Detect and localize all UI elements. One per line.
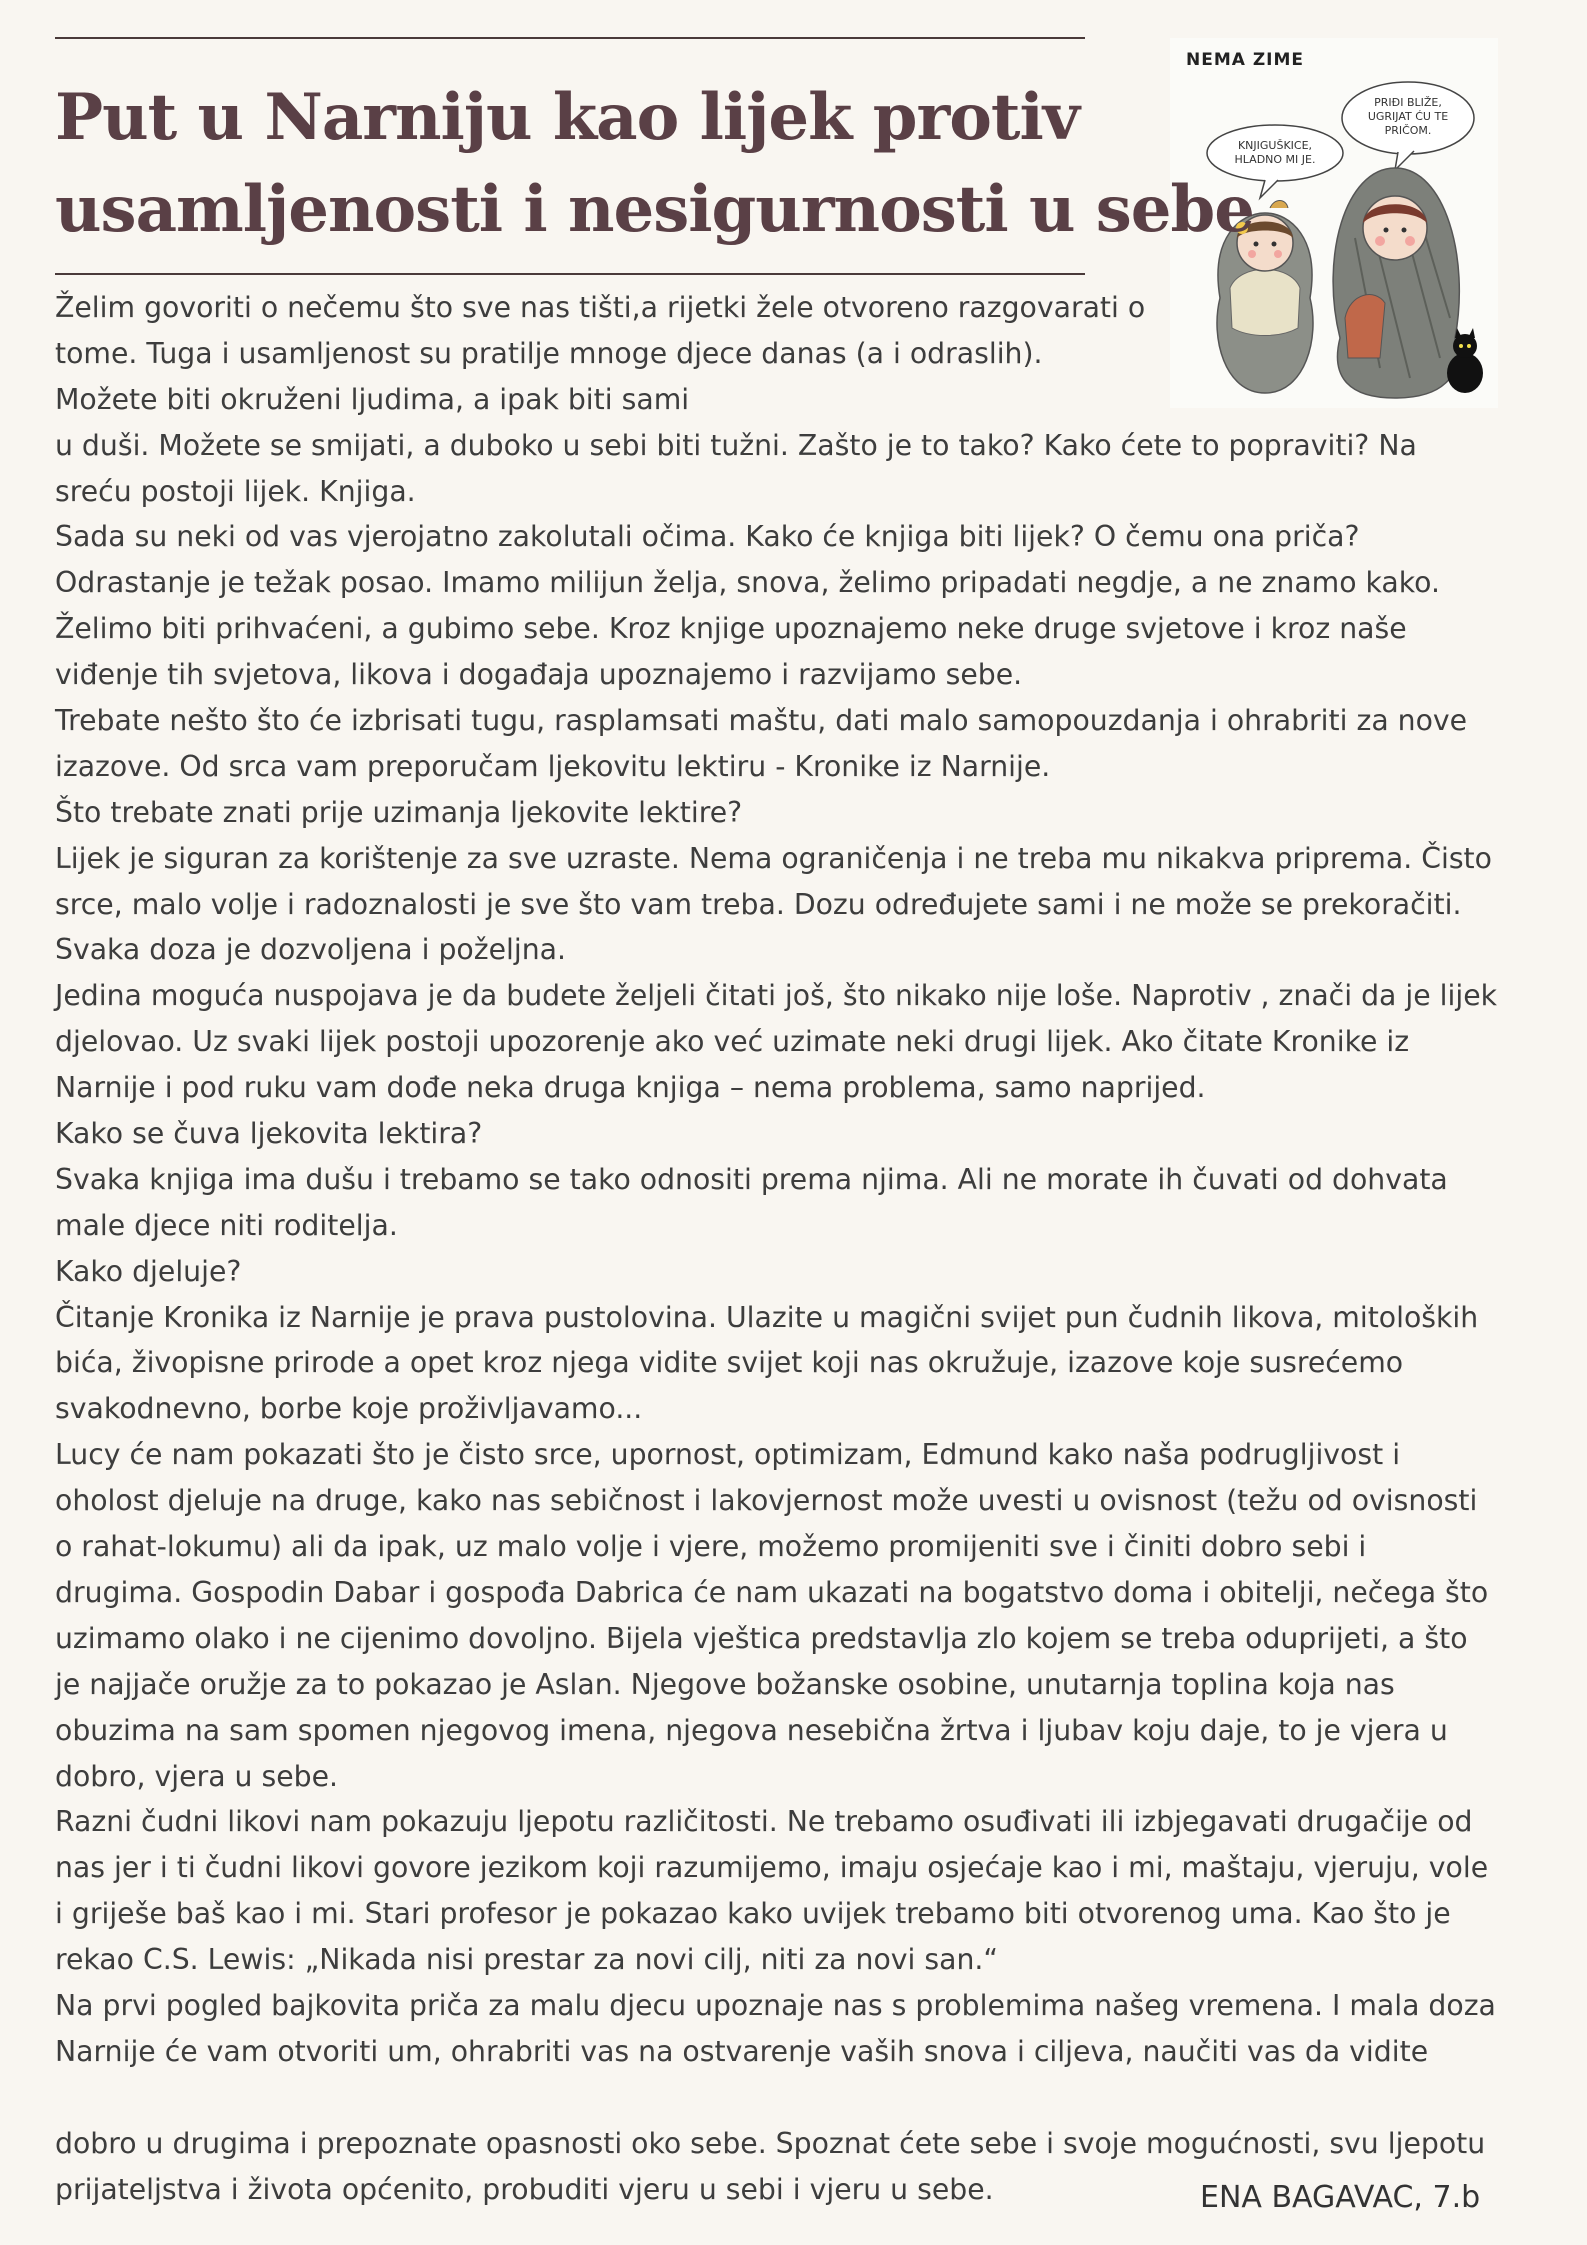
speech-bubble-right bbox=[1342, 82, 1474, 170]
body-line: Trebate nešto što će izbrisati tugu, rasplamsati maštu, dati malo samopouzdanja i ohrabriti za nove bbox=[55, 704, 1468, 738]
title-line-1: Put u Narniju kao lijek protiv bbox=[55, 80, 1079, 155]
body-line: Odrastanje je težak posao. Imamo milijun želja, snova, želimo pripadati negdje, a ne znamo kako. bbox=[55, 566, 1440, 600]
body-line: Narnije će vam otvoriti um, ohrabriti vas na ostvarenje vaših snova i ciljeva, naučiti vas da vidite bbox=[55, 2034, 1429, 2068]
body-line bbox=[55, 2075, 1505, 2121]
body-line: prijateljstva i života općenito, probuditi vjeru u sebi i vjeru u sebe. bbox=[55, 2172, 994, 2206]
article-title bbox=[55, 72, 1255, 256]
body-line: Narnije i pod ruku vam dođe neka druga knjiga – nema problema, samo naprijed. bbox=[55, 1071, 1206, 1105]
body-line: dobro u drugima i prepoznate opasnosti oko sebe. Spoznat ćete sebe i svoje mogućnosti, svu ljepotu bbox=[55, 2126, 1486, 2160]
body-line: izazove. Od srca vam preporučam ljekovitu lektiru - Kronike iz Narnije. bbox=[55, 749, 1051, 783]
body-line: obuzima na sam spomen njegovog imena, njegova nesebična žrtva i ljubav koju daje, to je vjera u bbox=[55, 1713, 1448, 1747]
body-line: Želimo biti prihvaćeni, a gubimo sebe. Kroz knjige upoznajemo neke druge svjetove i kroz naše bbox=[55, 612, 1407, 646]
bubble-left-line-2: HLADNO MI JE. bbox=[1234, 153, 1316, 166]
bubble-right-line-1: PRIĐI BLIŽE, bbox=[1374, 96, 1442, 109]
body-line: uzimamo olako i ne cijenimo dovoljno. Bijela vještica predstavlja zlo kojem se treba oduprijeti, a što bbox=[55, 1621, 1468, 1655]
body-line: Lijek je siguran za korištenje za sve uzraste. Nema ograničenja i ne treba mu nikakva priprema. Čisto bbox=[55, 841, 1492, 875]
bottom-rule bbox=[55, 273, 1085, 275]
body-line: Možete biti okruženi ljudima, a ipak biti sami bbox=[55, 382, 690, 416]
body-line: rekao C.S. Lewis: „Nikada nisi prestar za novi cilj, niti za novi san.“ bbox=[55, 1943, 999, 1977]
body-line: u duši. Možete se smijati, a duboko u sebi biti tužni. Zašto je to tako? Kako ćete to popraviti? Na bbox=[55, 428, 1417, 462]
body-line: Razni čudni likovi nam pokazuju ljepotu različitosti. Ne trebamo osuđivati ili izbjegavati drugačije od bbox=[55, 1805, 1473, 1839]
body-line: Čitanje Kronika iz Narnije je prava pustolovina. Ulazite u magični svijet pun čudnih likova, mitoloških bbox=[55, 1300, 1479, 1334]
body-line: drugima. Gospodin Dabar i gospođa Dabrica će nam ukazati na bogatstvo doma i obitelji, nečega što bbox=[55, 1575, 1489, 1609]
article-body bbox=[55, 285, 1505, 2212]
body-line: sreću postoji lijek. Knjiga. bbox=[55, 474, 416, 508]
body-line: tome. Tuga i usamljenost su pratilje mnoge djece danas (a i odraslih). bbox=[55, 336, 1043, 370]
body-line: o rahat-lokumu) ali da ipak, uz malo volje i vjere, možemo promijeniti sve i činiti dobro sebi i bbox=[55, 1530, 1367, 1564]
body-line: je najjače oružje za to pokazao je Aslan. Njegove božanske osobine, unutarnja toplina koja nas bbox=[55, 1667, 1395, 1701]
body-line: Jedina moguća nuspojava je da budete željeli čitati još, što nikako nije loše. Naprotiv , znači da je lijek bbox=[55, 979, 1498, 1013]
body-line: djelovao. Uz svaki lijek postoji upozorenje ako već uzimate neki drugi lijek. Ako čitate Kronike iz bbox=[55, 1025, 1410, 1059]
body-line: male djece niti roditelja. bbox=[55, 1208, 398, 1242]
author-signature: ENA BAGAVAC, 7.b bbox=[1200, 2180, 1481, 2215]
body-line: oholost djeluje na druge, kako nas sebičnost i lakovjernost može uvesti u ovisnost (težu od ovisnosti bbox=[55, 1484, 1478, 1518]
large-doll-figure bbox=[1333, 168, 1459, 398]
body-line: Svaka knjiga ima dušu i trebamo se tako odnositi prema njima. Ali ne morate ih čuvati od dohvata bbox=[55, 1162, 1448, 1196]
body-line: Na prvi pogled bajkovita priča za malu djecu upoznaje nas s problemima našeg vremena. I mala doza bbox=[55, 1988, 1496, 2022]
body-line: Sada su neki od vas vjerojatno zakolutali očima. Kako će knjiga biti lijek? O čemu ona priča? bbox=[55, 520, 1360, 554]
body-line: i griješe baš kao i mi. Stari profesor je pokazao kako uvijek trebamo biti otvorenog uma. Kao što je bbox=[55, 1897, 1451, 1931]
body-line: bića, živopisne prirode a opet kroz njega vidite svijet koji nas okružuje, izazove koje susrećemo bbox=[55, 1346, 1404, 1380]
top-rule bbox=[55, 37, 1085, 39]
body-line: viđenje tih svjetova, likova i događaja upoznajemo i razvijamo sebe. bbox=[55, 658, 1023, 692]
body-line: Kako se čuva ljekovita lektira? bbox=[55, 1117, 483, 1151]
bubble-right-line-2: UGRIJAT ĆU TE bbox=[1367, 110, 1449, 123]
body-line: Lucy će nam pokazati što je čisto srce, upornost, optimizam, Edmund kako naša podrugljivost i bbox=[55, 1438, 1401, 1472]
body-line: Želim govoriti o nečemu što sve nas tišti,a rijetki žele otvoreno razgovarati o bbox=[55, 291, 1146, 324]
body-line: nas jer i ti čudni likovi govore jezikom koji razumijemo, imaju osjećaje kao i mi, maštaju, vjeruju, vole bbox=[55, 1851, 1489, 1885]
body-line: dobro, vjera u sebe. bbox=[55, 1759, 338, 1793]
body-line: Što trebate znati prije uzimanja ljekovite lektire? bbox=[55, 795, 743, 829]
body-line: svakodnevno, borbe koje proživljavamo... bbox=[55, 1392, 643, 1426]
body-line: srce, malo volje i radoznalosti je sve što vam treba. Dozu određujete sami i ne može se prekoračiti. bbox=[55, 887, 1462, 921]
title-line-2: usamljenosti i nesigurnosti u sebe bbox=[55, 172, 1254, 247]
comic-label: NEMA ZIME bbox=[1186, 50, 1305, 70]
body-line: Kako djeluje? bbox=[55, 1254, 242, 1288]
bubble-right-line-3: PRIČOM. bbox=[1384, 124, 1432, 137]
body-line: Svaka doza je dozvoljena i poželjna. bbox=[55, 933, 566, 967]
bubble-left-line-1: KNJIGUŠKICE, bbox=[1237, 139, 1313, 152]
